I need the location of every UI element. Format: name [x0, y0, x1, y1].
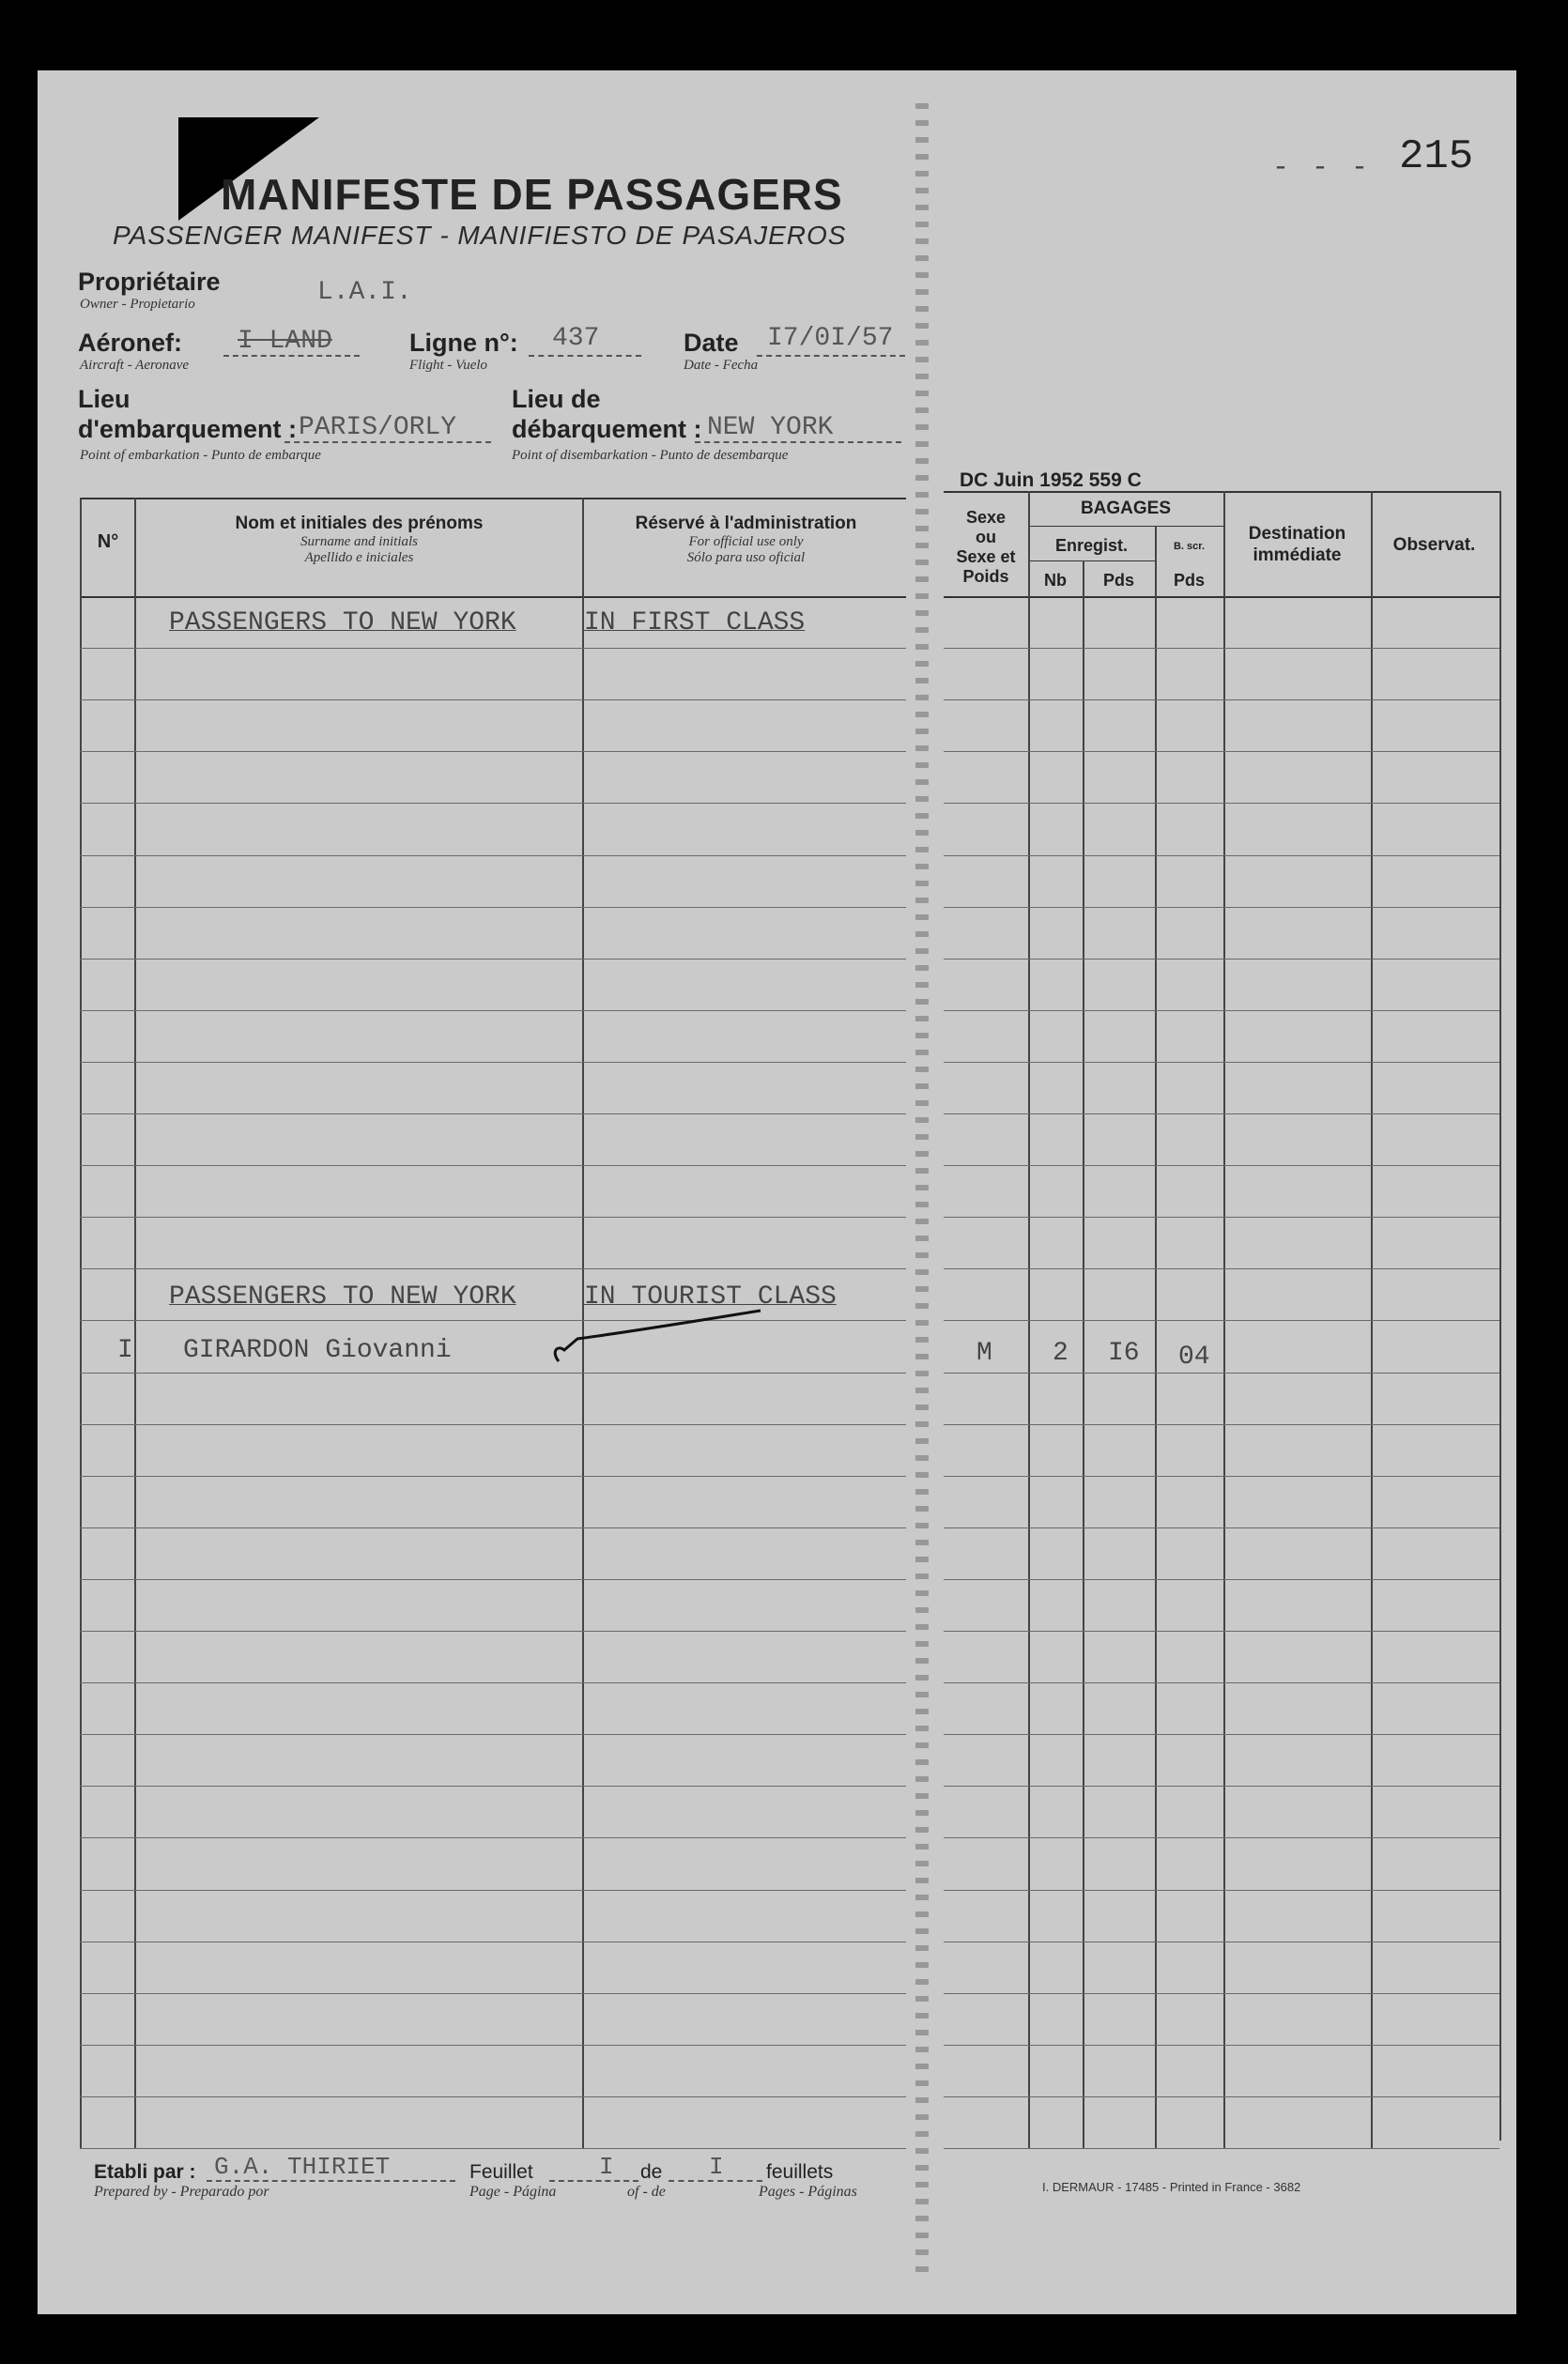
printer-imprint: I. DERMAUR - 17485 - Printed in France - 3682 — [1042, 2180, 1301, 2194]
disembarkation-sublabel: Point of disembarkation - Punto de desembarque — [512, 448, 789, 463]
sheets-sublabel: Pages - Páginas — [759, 2184, 857, 2200]
sheet-line — [549, 2180, 638, 2182]
table-row-line-left — [80, 1062, 906, 1063]
col-border-right — [1499, 491, 1501, 2141]
header-bottom-border-left — [80, 596, 906, 598]
col-pds2-header: Pds — [1173, 571, 1205, 590]
table-row-line-left — [80, 1268, 906, 1269]
table-row-line-left — [80, 907, 906, 908]
table-row-line-right — [944, 855, 1499, 856]
col-destination-line2: immédiate — [1253, 545, 1342, 565]
header-bottom-border-right — [944, 596, 1499, 598]
col-admin-title: Réservé à l'administration — [635, 514, 857, 533]
table-row-line-right — [944, 751, 1499, 752]
prepared-line — [207, 2180, 455, 2182]
table-row-line-left — [80, 803, 906, 804]
col-border-no — [134, 498, 136, 2148]
table-row-line-right — [944, 1786, 1499, 1787]
table-row-line-right — [944, 1320, 1499, 1321]
table-row-line-left — [80, 751, 906, 752]
prepared-value: G.A. THIRIET — [214, 2153, 391, 2181]
table-row-line-right — [944, 907, 1499, 908]
col-excess-header: B. scr. — [1173, 541, 1206, 552]
passenger-bag-nb: 2 — [1053, 1339, 1068, 1368]
check-mark — [549, 1303, 765, 1369]
disembarkation-label-line1: Lieu de — [512, 385, 601, 413]
table-row-line-left — [80, 1579, 906, 1580]
document-title: MANIFESTE DE PASSAGERS — [221, 170, 843, 219]
table-row-line-right — [944, 1682, 1499, 1683]
col-baggage-header: BAGAGES — [1080, 499, 1172, 518]
table-row-line-right — [944, 1268, 1499, 1269]
table-row-line-left — [80, 699, 906, 700]
flight-value: 437 — [552, 324, 600, 353]
table-row-line-left — [80, 1527, 906, 1528]
flight-label: Ligne n°: — [409, 329, 518, 357]
table-top-border-left — [80, 498, 906, 499]
date-line — [757, 355, 905, 357]
table-row-line-right — [944, 1424, 1499, 1425]
table-row-line-right — [944, 1476, 1499, 1477]
prepared-sublabel: Prepared by - Preparado por — [94, 2184, 269, 2200]
col-admin-header — [584, 514, 908, 566]
sheet-label: Feuillet — [469, 2161, 533, 2183]
table-row-line-right — [944, 1734, 1499, 1735]
col-destination-line1: Destination — [1248, 524, 1346, 544]
perforation-line — [915, 103, 929, 2281]
col-registered-header: Enregist. — [1054, 536, 1129, 555]
manifest-sheet — [38, 70, 1516, 2314]
sheets-label: feuillets — [766, 2161, 834, 2183]
sheet-value: I — [599, 2153, 614, 2181]
flight-sublabel: Flight - Vuelo — [409, 358, 488, 373]
table-row-line-left — [80, 1734, 906, 1735]
col-name-sub2: Apellido e iniciales — [304, 550, 414, 565]
table-row-line-right — [944, 1373, 1499, 1374]
baggage-divider — [1028, 526, 1223, 527]
table-row-line-left — [80, 1424, 906, 1425]
embarkation-label-line2: d'embarquement : — [78, 415, 297, 443]
passenger-bag-pds: I6 — [1108, 1339, 1140, 1368]
embarkation-value: PARIS/ORLY — [299, 413, 457, 442]
table-row-line-left — [80, 2148, 906, 2149]
col-remarks-header: Observat. — [1392, 535, 1476, 555]
table-row-line-right — [944, 648, 1499, 649]
table-row-line-right — [944, 1165, 1499, 1166]
table-row-line-left — [80, 1631, 906, 1632]
table-row-line-right — [944, 1993, 1499, 1994]
aircraft-label: Aéronef: — [78, 329, 183, 357]
disembarkation-label-line2: débarquement : — [512, 415, 702, 443]
sheet-sublabel: Page - Página — [469, 2184, 557, 2200]
table-row-line-left — [80, 1682, 906, 1683]
date-label: Date — [684, 329, 739, 357]
of-value: I — [709, 2153, 724, 2181]
passenger-sex: M — [976, 1339, 992, 1368]
aircraft-line — [223, 355, 360, 357]
table-row-line-right — [944, 1062, 1499, 1063]
table-row-line-right — [944, 1579, 1499, 1580]
aircraft-sublabel: Aircraft - Aeronave — [80, 358, 190, 373]
col-sex-line2: ou — [976, 528, 996, 546]
table-row-line-right — [944, 1890, 1499, 1891]
col-pds1-header: Pds — [1102, 571, 1134, 590]
passenger-excess-pds: 04 — [1178, 1343, 1210, 1372]
embarkation-line — [284, 441, 491, 443]
table-row-line-left — [80, 1890, 906, 1891]
table-row-line-left — [80, 1217, 906, 1218]
table-row-line-left — [80, 855, 906, 856]
col-name-header — [136, 514, 582, 566]
page-number-dashes: - - - — [1272, 152, 1372, 184]
table-row-line-right — [944, 1631, 1499, 1632]
table-row-line-right — [944, 803, 1499, 804]
owner-value: L.A.I. — [317, 278, 412, 307]
disembarkation-line — [695, 441, 901, 443]
table-row-line-right — [944, 699, 1499, 700]
disembarkation-value: NEW YORK — [707, 413, 834, 442]
section-tourist-right: IN TOURIST CLASS — [584, 1282, 837, 1312]
col-destination-header — [1223, 523, 1371, 566]
table-row-line-left — [80, 1320, 906, 1321]
table-row-line-right — [944, 1217, 1499, 1218]
table-row-line-left — [80, 1476, 906, 1477]
table-row-line-left — [80, 1113, 906, 1114]
col-admin-sub1: For official use only — [688, 534, 804, 549]
table-row-line-right — [944, 2148, 1499, 2149]
prepared-label: Etabli par : — [94, 2161, 196, 2183]
col-sex-line4: Poids — [962, 567, 1009, 586]
table-row-line-left — [80, 1010, 906, 1011]
flight-line — [529, 355, 641, 357]
owner-label: Propriétaire — [78, 268, 221, 296]
table-row-line-right — [944, 2045, 1499, 2046]
col-no-header: N° — [97, 531, 119, 552]
col-sex-header — [944, 508, 1028, 587]
document-subtitle: PASSENGER MANIFEST - MANIFIESTO DE PASAJEROS — [113, 221, 847, 250]
col-sex-line1: Sexe — [965, 508, 1007, 527]
table-row-line-left — [80, 1786, 906, 1787]
table-row-line-right — [944, 1527, 1499, 1528]
table-row-line-right — [944, 1837, 1499, 1838]
form-code: DC Juin 1952 559 C — [960, 469, 1142, 491]
aircraft-value: I LAND — [238, 327, 332, 356]
page-number: 215 — [1399, 133, 1474, 180]
owner-sublabel: Owner - Propietario — [80, 297, 195, 312]
col-name-sub1: Surname and initials — [300, 534, 418, 549]
table-row-line-left — [80, 648, 906, 649]
embarkation-label-line1: Lieu — [78, 385, 131, 413]
embarkation-sublabel: Point of embarkation - Punto de embarque — [80, 448, 321, 463]
col-sex-line3: Sexe et — [956, 547, 1016, 566]
col-name-title: Nom et initiales des prénoms — [235, 514, 484, 533]
table-row-line-left — [80, 1373, 906, 1374]
col-admin-sub2: Sólo para uso oficial — [686, 550, 806, 565]
passenger-name: GIRARDON Giovanni — [183, 1336, 452, 1365]
of-line — [669, 2180, 762, 2182]
table-row-line-left — [80, 2045, 906, 2046]
section-first-right: IN FIRST CLASS — [584, 608, 806, 637]
col-border-left — [80, 498, 82, 2148]
registered-divider — [1028, 560, 1155, 561]
of-label: de — [640, 2161, 663, 2183]
section-first-left: PASSENGERS TO NEW YORK — [169, 608, 516, 637]
col-nb-header: Nb — [1044, 571, 1067, 590]
date-sublabel: Date - Fecha — [684, 358, 759, 373]
table-row-line-right — [944, 1010, 1499, 1011]
table-row-line-left — [80, 1993, 906, 1994]
table-row-line-right — [944, 1113, 1499, 1114]
col-border-nb — [1083, 560, 1084, 2148]
passenger-no: I — [117, 1336, 133, 1365]
table-row-line-left — [80, 2096, 906, 2097]
of-sublabel: of - de — [627, 2184, 666, 2200]
date-value: I7/0I/57 — [767, 324, 894, 353]
table-row-line-right — [944, 2096, 1499, 2097]
table-row-line-left — [80, 1837, 906, 1838]
col-border-pds — [1155, 526, 1157, 2148]
section-tourist-left: PASSENGERS TO NEW YORK — [169, 1282, 516, 1312]
table-top-border-right — [944, 491, 1499, 493]
table-row-line-left — [80, 1165, 906, 1166]
